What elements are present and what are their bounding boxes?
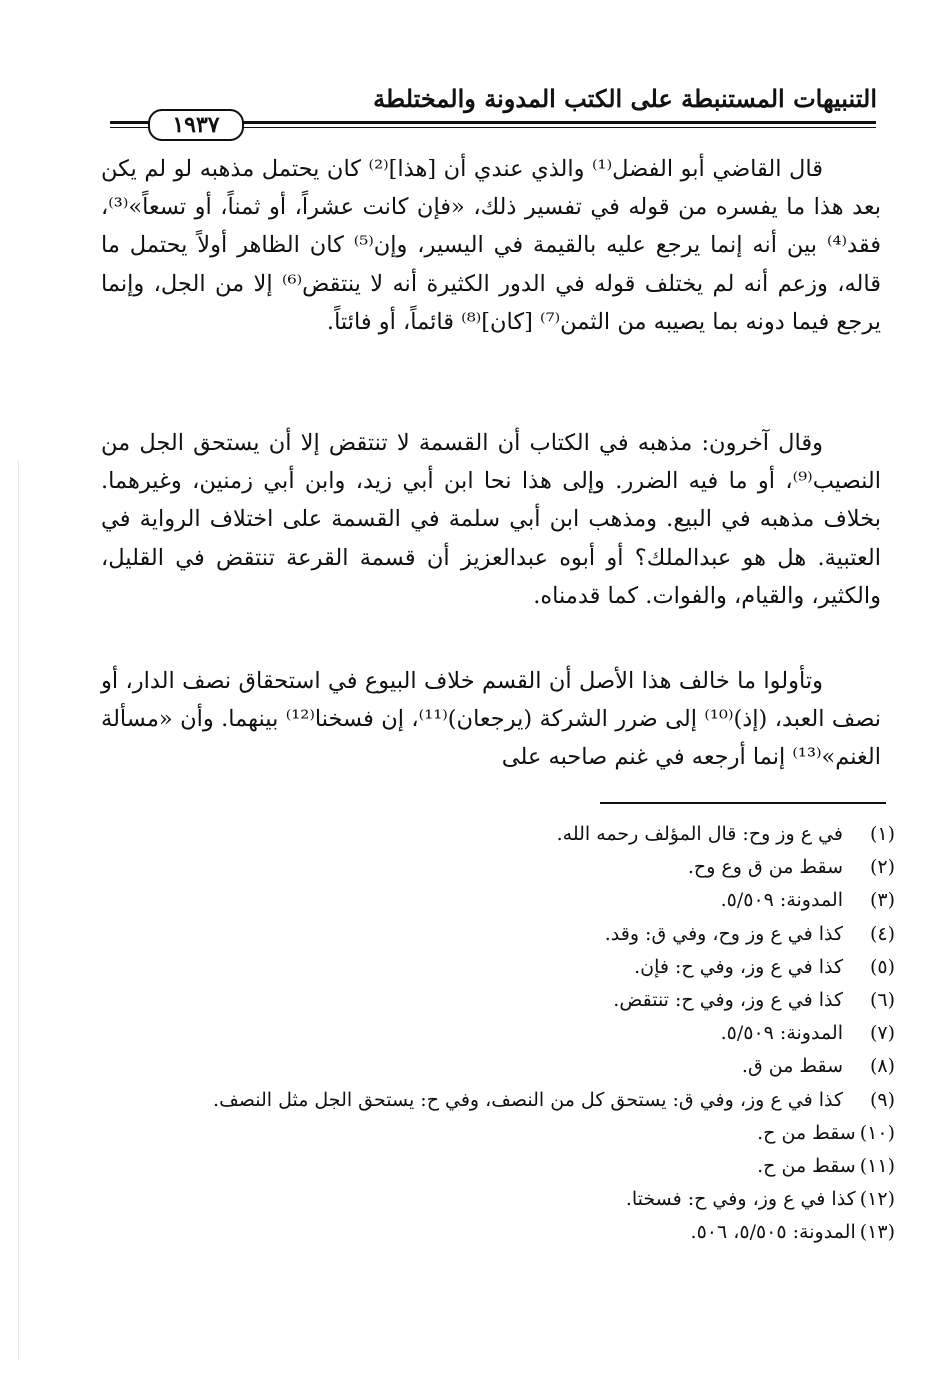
footnote-text: سقط من ق. xyxy=(741,1055,843,1078)
footnote-text: سقط من ق وع وح. xyxy=(687,856,843,879)
body-paragraph-1: قال القاضي أبو الفضل⁽¹⁾ والذي عندي أن [هذا]⁽²⁾ كان يحتمل مذهبه لو لم يكن بعد هذا ما يفسره من قوله في تفسير ذلك، «فإن كانت عشراً، أو ثمناً، أو تسعاً»⁽³⁾، فقد⁽⁴⁾ بين أنه إنما يرجع عليه بالقيمة في اليسير، وإن⁽⁵⁾ كان الظاهر أولاً يحتمل ما قاله، وزعم أنه لم يختلف قوله في الدور الكثيرة أنه لا ينتقض⁽⁶⁾ إلا من الجل، وإنما يرجع فيما دونه بما يصيبه من الثمن⁽⁷⁾ [كان]⁽⁸⁾ قائماً، أو فائتاً. xyxy=(101,156,881,335)
footnote-number: (١١) xyxy=(859,1155,895,1178)
footnote-number: (١٢) xyxy=(859,1188,895,1211)
footnote-item xyxy=(75,951,895,984)
footnote-item xyxy=(75,884,895,917)
footnote-text: كذا في ع وز وح، وفي ق: وقد. xyxy=(604,922,843,945)
footnote-text: سقط من ح. xyxy=(757,1155,856,1178)
footnotes-list xyxy=(75,818,895,1250)
footnote-item xyxy=(75,1117,895,1150)
footnote-text: المدونة: ٥/٥٠٩. xyxy=(720,1022,843,1045)
footnote-number: (١٠) xyxy=(859,1121,895,1144)
footnote-separator xyxy=(600,802,886,804)
page-number-badge: ١٩٣٧ xyxy=(148,109,244,141)
footnote-text: كذا في ع وز، وفي ح: فإن. xyxy=(634,955,843,978)
footnote-item xyxy=(75,1084,895,1117)
footnote-number: (٨) xyxy=(869,1055,895,1078)
footnote-number: (٢) xyxy=(869,856,895,879)
footnote-number: (١) xyxy=(869,823,895,845)
body-paragraph-3: وتأولوا ما خالف هذا الأصل أن القسم خلاف البيوع في استحقاق نصف الدار، أو نصف العبد، (إذ)⁽¹⁰⁾ إلى ضرر الشركة (يرجعان)⁽¹¹⁾، إن فسخنا⁽¹²⁾ بينهما. وأن «مسألة الغنم»⁽¹³⁾ إنما أرجعه في غنم صاحبه على xyxy=(101,668,881,771)
footnote-item xyxy=(75,1216,895,1249)
footnote-text: كذا في ع وز، وفي ح: فسختا. xyxy=(625,1188,856,1211)
running-header-title: التنبيهات المستنبطة على الكتب المدونة والمختلطة xyxy=(373,84,877,113)
body-paragraph-2: وقال آخرون: مذهبه في الكتاب أن القسمة لا تنتقض إلا أن يستحق الجل من النصيب⁽⁹⁾، أو ما فيه الضرر. وإلى هذا نحا ابن أبي زيد، وابن أبي زمنين، وغيرهما. بخلاف مذهبه في البيع. ومذهب ابن أبي سلمة في القسمة على اختلاف الرواية في العتبية. هل هو عبدالملك؟ أو أبوه عبدالعزيز أن قسمة القرعة تنتقض في القليل، والكثير، والقيام، والفوات. كما قدمناه. xyxy=(101,430,881,609)
footnote-number: (٤) xyxy=(869,922,895,945)
footnote-text: سقط من ح. xyxy=(757,1121,856,1144)
footnote-item xyxy=(75,918,895,951)
footnote-text: في ع وز وح: قال المؤلف رحمه الله. xyxy=(556,823,843,845)
footnote-text: كذا في ع وز، وفي ق: يستحق كل من النصف، وفي ح: يستحق الجل مثل النصف. xyxy=(213,1088,843,1111)
footnote-item xyxy=(75,1017,895,1050)
scan-edge-line xyxy=(18,460,19,1360)
footnote-text: كذا في ع وز، وفي ح: تنتقض. xyxy=(613,989,843,1012)
footnote-item xyxy=(75,984,895,1017)
footnote-item xyxy=(75,1050,895,1083)
footnote-number: (٩) xyxy=(869,1088,895,1111)
footnote-number: (٥) xyxy=(869,955,895,978)
footnote-number: (٣) xyxy=(869,889,895,912)
footnote-number: (٦) xyxy=(869,989,895,1012)
footnote-text: المدونة: ٥/٥٠٥، ٥٠٦. xyxy=(690,1221,856,1244)
footnote-item xyxy=(75,1150,895,1183)
footnote-item xyxy=(75,851,895,884)
footnote-item xyxy=(75,818,895,851)
footnote-text: المدونة: ٥/٥٠٩. xyxy=(720,889,843,912)
footnote-number: (١٣) xyxy=(859,1221,895,1244)
footnote-item xyxy=(75,1183,895,1216)
footnote-number: (٧) xyxy=(869,1022,895,1045)
